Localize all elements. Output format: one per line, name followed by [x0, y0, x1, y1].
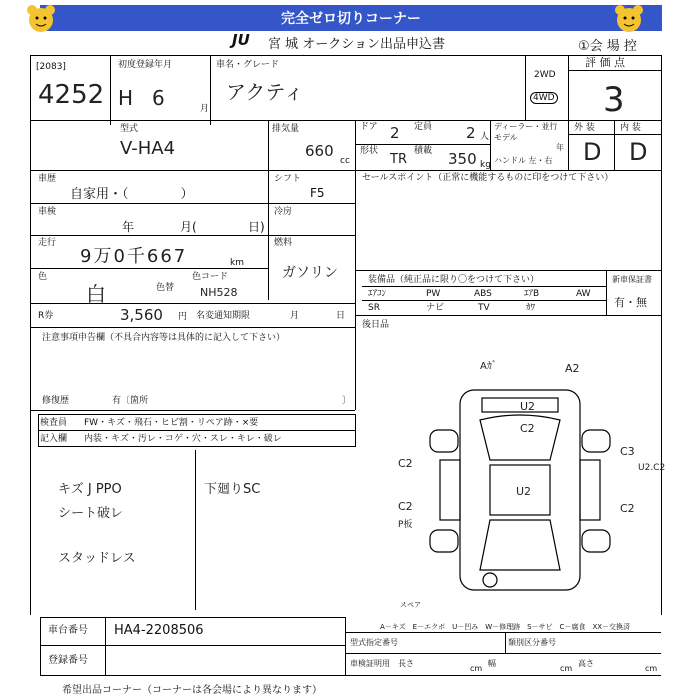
inspection-day: 日) — [248, 220, 265, 234]
dmg-a2: A2 — [565, 362, 580, 375]
eq-pw: PW — [426, 289, 441, 299]
post-label: 後日品 — [362, 320, 390, 330]
reg-year: 6 — [152, 86, 165, 110]
banner: 完全ゼロ切りコーナー — [40, 5, 662, 31]
mileage-label: 走行 — [38, 238, 57, 248]
form-title: 宮 城 オークション出品申込書 — [268, 37, 446, 52]
recycle-unit: 円 — [178, 312, 188, 322]
displacement-unit: cc — [340, 156, 350, 166]
capacity-value: 2 — [466, 124, 476, 142]
color-code: NH528 — [200, 286, 238, 299]
shift-value: F5 — [310, 186, 325, 200]
inspection-label: 車検 — [38, 207, 57, 217]
car-name: アクティ — [226, 80, 304, 104]
remark-3: シート破レ — [58, 506, 124, 521]
exterior-grade: D — [583, 138, 602, 166]
load-value: 350 — [448, 150, 477, 168]
recycle-label: R券 — [38, 311, 54, 321]
length-unit: cm — [470, 664, 483, 673]
record-text: 内装・キズ・汚レ・コゲ・穴・スレ・キレ・破レ — [84, 434, 282, 444]
eq-aircon: ｴｱｺﾝ — [368, 289, 387, 299]
doors-label: ドア — [360, 122, 378, 132]
dmg-u2-top: U2 — [520, 400, 536, 413]
eq-navi: ナビ — [426, 303, 445, 313]
logo: JU — [232, 31, 250, 49]
dmg-a-glass: Aｶﾞ — [480, 361, 497, 372]
lot-code: [2083] — [36, 62, 66, 72]
equipment-label: 装備品（純正品に限り〇をつけて下さい） — [368, 275, 540, 285]
dmg-u2c2: U2.C2 — [638, 463, 666, 473]
inspector-label: 検査員 — [40, 418, 68, 428]
dealer-year: 年 — [556, 143, 564, 152]
mascot-icon — [612, 2, 646, 36]
chassis-number: HA4-2208506 — [114, 623, 204, 638]
rating-value: 3 — [603, 80, 625, 120]
remark-2: 下廻りSC — [204, 482, 261, 497]
body-value: TR — [390, 152, 407, 167]
dmg-plate: P板 — [398, 520, 413, 530]
reg-month-unit: 月 — [200, 104, 210, 114]
notes-label: 注意事項申告欄（不具合内容等は具体的に記入して下さい） — [42, 333, 286, 343]
mileage-value: 9万0千667 — [80, 246, 188, 267]
repair-value: 有〔箇所 — [112, 396, 149, 406]
width-unit: cm — [560, 664, 573, 673]
repair-end: 〕 — [342, 396, 352, 406]
dmg-c2-left: C2 — [398, 457, 413, 470]
lot-number: 4252 — [38, 80, 105, 110]
remark-1: キズ J PPO — [58, 482, 122, 497]
footer-label: 希望出品コーナー（コーナーは各会場により異なります） — [62, 685, 322, 696]
displacement-value: 660 — [305, 142, 334, 160]
notify-month: 月 — [290, 311, 300, 321]
color-value: 白 — [86, 282, 106, 306]
dealer-label: ディーラー・並行 — [494, 122, 558, 131]
dmg-c2-top: C2 — [520, 422, 535, 435]
newcar-value: 有・無 — [614, 296, 647, 309]
capacity-label: 定員 — [414, 122, 433, 132]
notify-label: 名変通知期限 — [196, 311, 251, 321]
mileage-unit: km — [230, 258, 244, 268]
capacity-unit: 人 — [480, 132, 490, 142]
class-label: 類別区分番号 — [508, 638, 556, 647]
dims-label: 車検証明用 — [350, 659, 390, 668]
shift-label: シフト — [274, 174, 302, 184]
ac-label: 冷房 — [274, 207, 293, 217]
inspection-year: 年 — [122, 220, 135, 234]
doors-value: 2 — [390, 124, 400, 142]
name-label: 車名・グレード — [216, 60, 280, 70]
rating-label: 評 価 点 — [585, 56, 625, 69]
eq-tv: TV — [478, 303, 490, 313]
history-value: 自家用・（ ） — [70, 187, 194, 202]
eq-abs: ABS — [474, 289, 492, 299]
spare-label: スペア — [400, 601, 421, 609]
model-label: 型式 — [120, 124, 139, 134]
dmg-u2-mid: U2 — [516, 485, 532, 498]
record-label: 記入欄 — [40, 434, 68, 444]
displacement-label: 排気量 — [272, 124, 300, 134]
reg-era: H — [118, 86, 134, 110]
repair-label: 修復歴 — [42, 396, 70, 406]
damage-legend: A－キズ E－エクボ U－凹み W－修理跡 S－サビ C－腐食 XX－交換済 — [380, 623, 631, 631]
dmg-c2-right: C2 — [620, 502, 635, 515]
eq-sr: SR — [368, 303, 380, 313]
load-label: 積載 — [414, 146, 433, 156]
mascot-icon — [24, 2, 58, 36]
color-code-label: 色コード — [192, 272, 229, 282]
dmg-c3: C3 — [620, 445, 635, 458]
height-label: 高さ — [578, 659, 594, 668]
inspector-text: FW・キズ・飛石・ヒビ割・リペア跡・×要 — [84, 418, 259, 428]
handle-label: ハンドル 左・右 — [494, 156, 553, 165]
length-label: 長さ — [398, 659, 414, 668]
inspection-month: 月( — [180, 220, 197, 234]
cert-label: 型式指定番号 — [350, 638, 398, 647]
history-label: 車歴 — [38, 174, 57, 184]
interior-label: 内 装 — [620, 123, 641, 133]
notify-day: 日 — [336, 311, 346, 321]
interior-grade: D — [629, 138, 648, 166]
reg-label: 初度登録年月 — [118, 60, 173, 70]
width-label: 幅 — [488, 659, 496, 668]
recycle-value: 3,560 — [120, 306, 163, 324]
color-label: 色 — [38, 272, 48, 282]
newcar-label: 新車保証書 — [612, 275, 652, 284]
height-unit: cm — [645, 664, 658, 673]
regnum-label: 登録番号 — [48, 655, 88, 666]
exterior-label: 外 装 — [574, 123, 595, 133]
load-unit: kg — [480, 160, 491, 170]
copy-label: ①会 場 控 — [578, 39, 637, 54]
drive-2wd: 2WD — [534, 70, 556, 80]
eq-airbag: ｴｱB — [524, 289, 540, 299]
chassis-label: 車台番号 — [48, 625, 88, 636]
color-swap-label: 色替 — [156, 283, 175, 293]
model-value: V-HA4 — [120, 138, 176, 159]
fuel-label: 燃料 — [274, 238, 293, 248]
dmg-c2-side: C2 — [398, 500, 413, 513]
sales-point-label: セールスポイント（正常に機能するものに印をつけて下さい） — [362, 173, 614, 183]
dealer-model: モデル — [494, 133, 518, 142]
eq-leather: ｶﾜ — [526, 303, 536, 313]
eq-aw: AW — [576, 289, 591, 299]
remark-4: スタッドレス — [58, 551, 136, 566]
body-label: 形状 — [360, 146, 379, 156]
drive-4wd: 4WD — [530, 92, 558, 104]
fuel-value: ガソリン — [282, 265, 338, 281]
